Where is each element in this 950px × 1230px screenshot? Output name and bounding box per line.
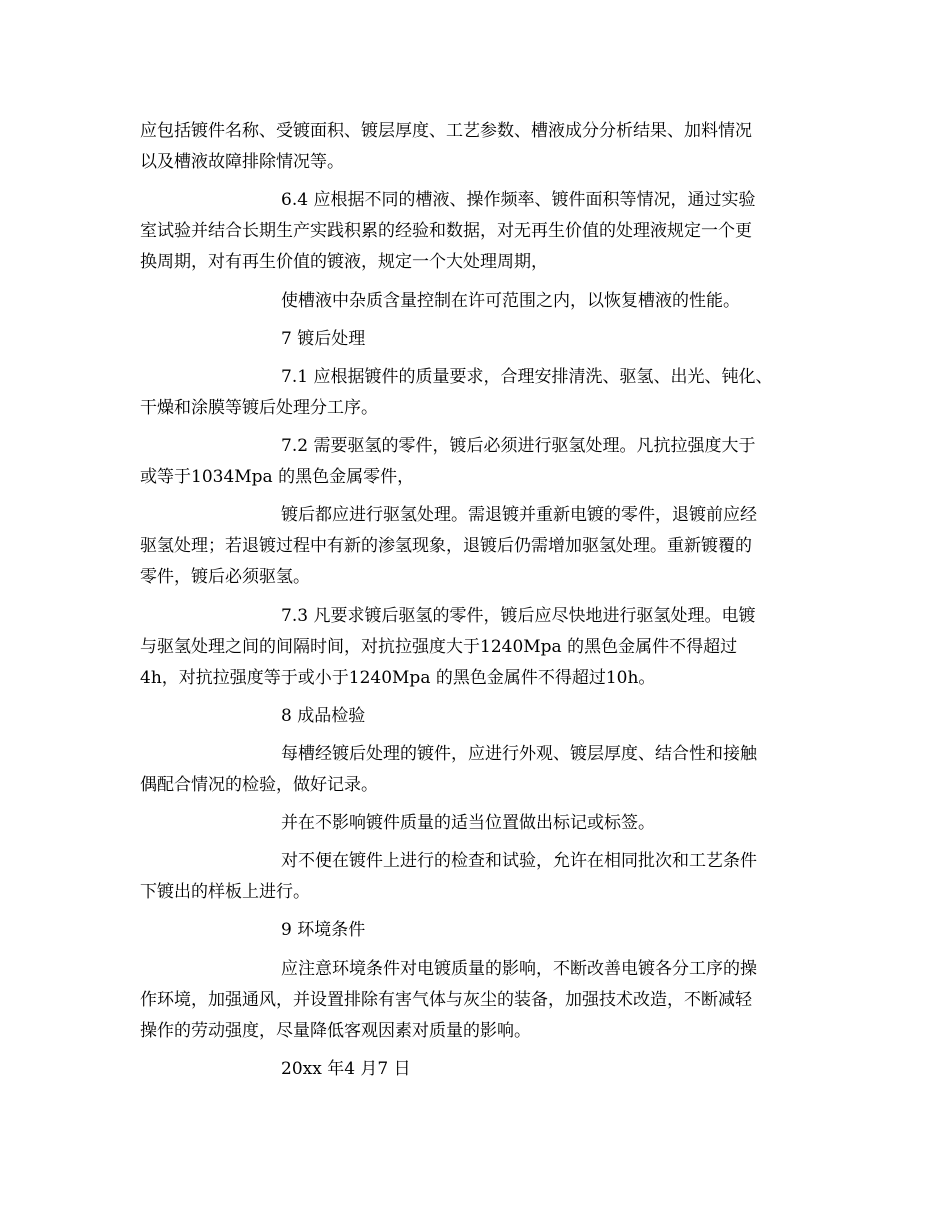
text-line: 下镀出的样板上进行。 xyxy=(140,882,310,902)
text-line: 每槽经镀后处理的镀件，应进行外观、镀层厚度、结合性和接触 xyxy=(281,744,757,764)
section-heading: 9 环境条件 xyxy=(281,920,366,940)
text-line: 换周期，对有再生价值的镀液，规定一个大处理周期， xyxy=(140,252,548,272)
text-line: 应包括镀件名称、受镀面积、镀层厚度、工艺参数、槽液成分分析结果、加料情况 xyxy=(140,121,752,141)
text-line: 4h，对抗拉强度等于或小于1240Mpa 的黑色金属件不得超过10h。 xyxy=(140,668,656,688)
text-line: 应注意环境条件对电镀质量的影响，不断改善电镀各分工序的操 xyxy=(281,959,757,979)
text-line: 镀后都应进行驱氢处理。需退镀并重新电镀的零件，退镀前应经 xyxy=(281,505,757,525)
document-date: 20xx 年4 月7 日 xyxy=(281,1059,411,1079)
text-line: 7.3 凡要求镀后驱氢的零件，镀后应尽快地进行驱氢处理。电镀 xyxy=(281,606,756,626)
section-heading: 7 镀后处理 xyxy=(281,329,366,349)
text-line: 7.2 需要驱氢的零件，镀后必须进行驱氢处理。凡抗拉强度大于 xyxy=(281,436,756,456)
text-line: 6.4 应根据不同的槽液、操作频率、镀件面积等情况，通过实验 xyxy=(281,190,756,210)
text-line: 室试验并结合长期生产实践积累的经验和数据，对无再生价值的处理液规定一个更 xyxy=(140,221,752,241)
text-line: 以及槽液故障排除情况等。 xyxy=(140,152,344,172)
text-line: 作环境，加强通风，并设置排除有害气体与灰尘的装备，加强技术改造，不断减轻 xyxy=(140,990,752,1010)
text-line: 干燥和涂膜等镀后处理分工序。 xyxy=(140,398,378,418)
text-line: 或等于1034Mpa 的黑色金属零件， xyxy=(140,467,415,487)
section-heading: 8 成品检验 xyxy=(281,706,366,726)
text-line: 偶配合情况的检验，做好记录。 xyxy=(140,775,378,795)
text-line: 7.1 应根据镀件的质量要求，合理安排清洗、驱氢、出光、钝化、 xyxy=(281,367,773,387)
text-line: 与驱氢处理之间的间隔时间，对抗拉强度大于1240Mpa 的黑色金属件不得超过 xyxy=(140,637,738,657)
text-line: 驱氢处理；若退镀过程中有新的渗氢现象，退镀后仍需增加驱氢处理。重新镀覆的 xyxy=(140,536,752,556)
text-line: 零件，镀后必须驱氢。 xyxy=(140,567,310,587)
text-line: 操作的劳动强度，尽量降低客观因素对质量的影响。 xyxy=(140,1021,531,1041)
text-line: 对不便在镀件上进行的检查和试验，允许在相同批次和工艺条件 xyxy=(281,851,757,871)
text-line: 并在不影响镀件质量的适当位置做出标记或标签。 xyxy=(281,813,655,833)
text-line: 使槽液中杂质含量控制在许可范围之内，以恢复槽液的性能。 xyxy=(281,291,740,311)
